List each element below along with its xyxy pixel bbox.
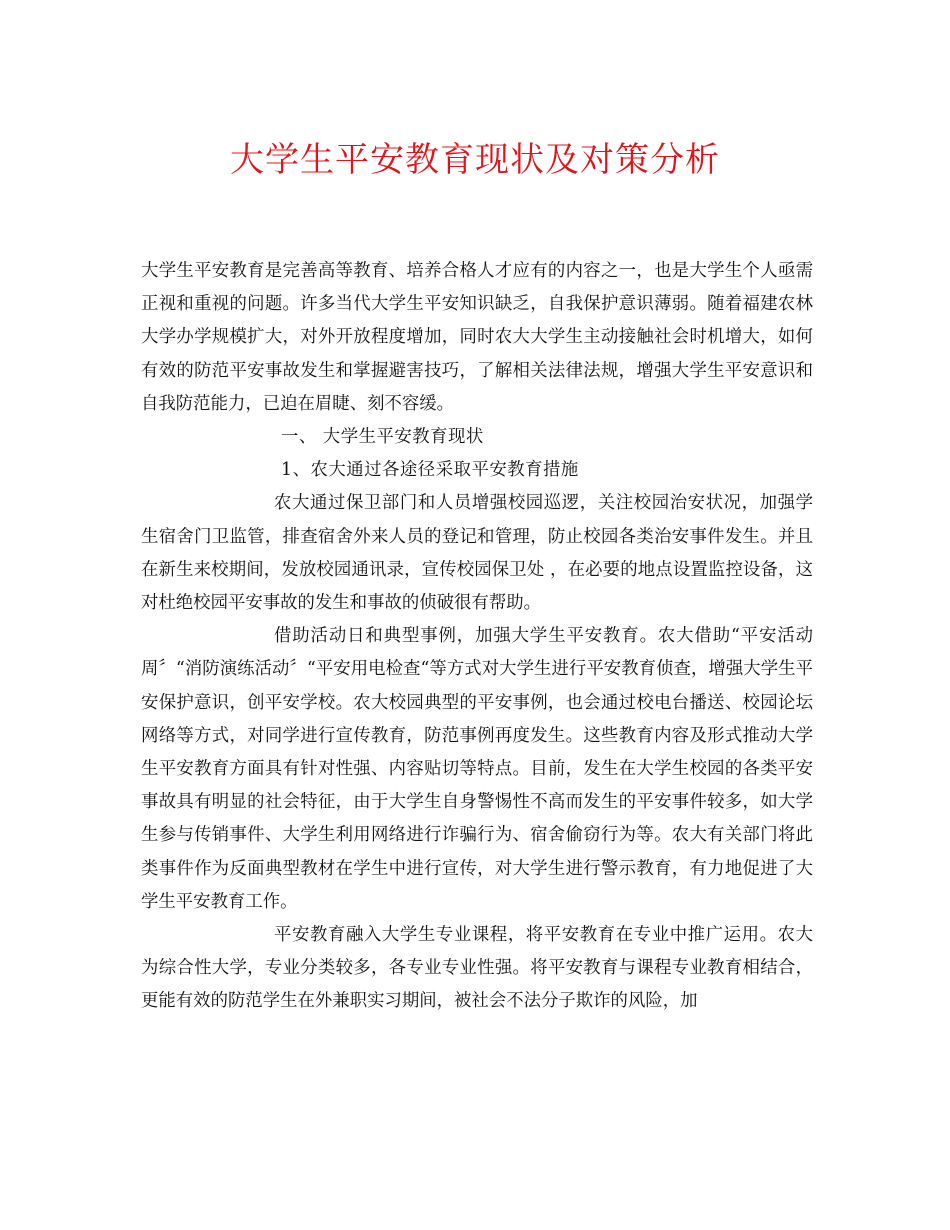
body-paragraph: 借助活动日和典型事例，加强大学生平安教育。农大借助“平安活动周〞“消防演练活动〞“平安用电检查“等方式对大学生进行平安教育侦查，增强大学生平安保护意识，创平安学校。农大校园典型的平安事例，也会通过校电台播送、校园论坛网络等方式，对同学进行宣传教育，防范事例再度发生。这些教育内容及形式推动大学生平安教育方面具有针对性强、内容贴切等特点。目前，发生在大学生校园的各类平安事故具有明显的社会特征，由于大学生自身警惕性不高而发生的平安事件较多，如大学生参与传销事件、大学生利用网络进行诈骗行为、宿舍偷窃行为等。农大有关部门将此类事件作为反面典型教材在学生中进行宣传，对大学生进行警示教育，有力地促进了大学生平安教育工作。 [141,626,813,912]
subsection-heading: 1、农大通过各途径采取平安教育措施 [281,460,579,481]
document-title: 大学生平安教育现状及对策分析 [230,140,720,180]
body-paragraph: 平安教育融入大学生专业课程，将平安教育在专业中推广运用。农大为综合性大学，专业分类较多，各专业专业性强。将平安教育与课程专业教育相结合，更能有效的防范学生在外兼职实习期间，被社会不法分子欺诈的风险，加 [141,925,813,1012]
intro-paragraph: 大学生平安教育是完善高等教育、培养合格人才应有的内容之一，也是大学生个人亟需正视和重视的问题。许多当代大学生平安知识缺乏，自我保护意识薄弱。随着福建农林大学办学规模扩大，对外开放程度增加，同时农大大学生主动接触社会时机增大，如何有效的防范平安事故发生和掌握避害技巧，了解相关法律法规，增强大学生平安意识和自我防范能力，已迫在眉睫、刻不容缓。 [141,261,813,414]
section-heading: 一、 大学生平安教育现状 [281,427,484,448]
document-body [141,255,813,1019]
body-paragraph: 农大通过保卫部门和人员增强校园巡逻，关注校园治安状况，加强学生宿舍门卫监管，排查宿舍外来人员的登记和管理，防止校园各类治安事件发生。并且在新生来校期间，发放校园通讯录，宣传校园保卫处 ，在必要的地点设置监控设备，这对杜绝校园平安事故的发生和事故的侦破很有帮助。 [141,493,813,614]
